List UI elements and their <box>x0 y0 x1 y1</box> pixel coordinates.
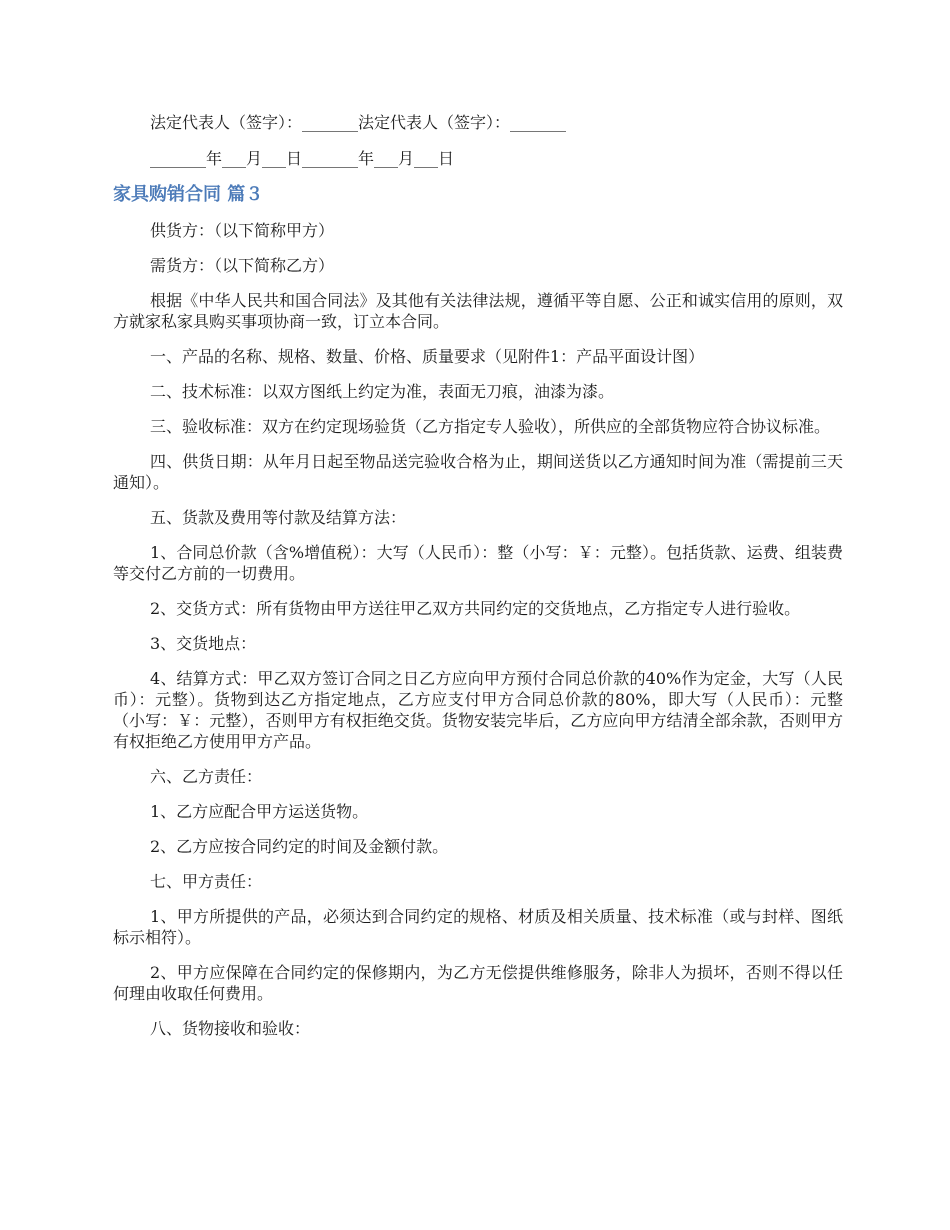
paragraph-clause-2: 二、技术标准：以双方图纸上约定为准，表面无刀痕，油漆为漆。 <box>150 382 615 401</box>
paragraph-clause-6-2: 2、乙方应按合同约定的时间及金额付款。 <box>150 837 449 856</box>
paragraph-clause-6-1: 1、乙方应配合甲方运送货物。 <box>150 802 369 821</box>
date-line: _______年___月___日_______年___月___日 <box>150 149 455 168</box>
paragraph-clause-5-2: 2、交货方式：所有货物由甲方送往甲乙双方共同约定的交货地点，乙方指定专人进行验收。 <box>150 599 801 618</box>
paragraph-clause-7-2: 2、甲方应保障在合同约定的保修期内，为乙方无偿提供维修服务，除非人为损坏，否则不得以任何理由收取任何费用。 <box>113 963 843 1003</box>
paragraph-supplier: 供货方：（以下简称甲方） <box>150 221 335 240</box>
paragraph-preamble: 根据《中华人民共和国合同法》及其他有关法律法规，遵循平等自愿、公正和诚实信用的原则，双方就家私家具购买事项协商一致，订立本合同。 <box>113 291 843 331</box>
paragraph-clause-5-3: 3、交货地点： <box>150 634 257 653</box>
paragraph-clause-5-1: 1、合同总价款（含%增值税）：大写（人民币）：整（小写：￥：元整）。包括货款、运费、组装费等交付乙方前的一切费用。 <box>113 543 843 583</box>
paragraph-clause-5-4: 4、结算方式：甲乙双方签订合同之日乙方应向甲方预付合同总价款的40%作为定金，大写（人民币）：元整）。货物到达乙方指定地点，乙方应支付甲方合同总价款的80%，即大写（人民币）：元整（小写：￥：元整），否则甲方有权拒绝交货。货物安装完毕后，乙方应向甲方结清全部余款，否则甲方有权拒绝乙方使用甲方产品。 <box>113 669 843 751</box>
paragraph-clause-5: 五、货款及费用等付款及结算方法： <box>150 508 407 527</box>
paragraph-clause-7-1: 1、甲方所提供的产品，必须达到合同约定的规格、材质及相关质量、技术标准（或与封样、图纸标示相符）。 <box>113 907 843 947</box>
paragraph-clause-3: 三、验收标准：双方在约定现场验货（乙方指定专人验收），所供应的全部货物应符合协议标准。 <box>150 417 831 436</box>
paragraph-clause-7: 七、甲方责任： <box>150 872 263 891</box>
paragraph-clause-1: 一、产品的名称、规格、数量、价格、质量要求（见附件1：产品平面设计图） <box>150 347 705 366</box>
signature-line: 法定代表人（签字）：_______法定代表人（签字）：_______ <box>150 113 567 132</box>
document-body <box>113 112 843 1053</box>
paragraph-buyer: 需货方：（以下简称乙方） <box>150 256 335 275</box>
paragraph-clause-6: 六、乙方责任： <box>150 767 263 786</box>
section-title: 家具购销合同 篇３ <box>113 184 264 205</box>
paragraph-clause-4: 四、供货日期：从年月日起至物品送完验收合格为止，期间送货以乙方通知时间为准（需提前三天通知）。 <box>113 452 843 492</box>
paragraph-clause-8: 八、货物接收和验收： <box>150 1019 311 1038</box>
